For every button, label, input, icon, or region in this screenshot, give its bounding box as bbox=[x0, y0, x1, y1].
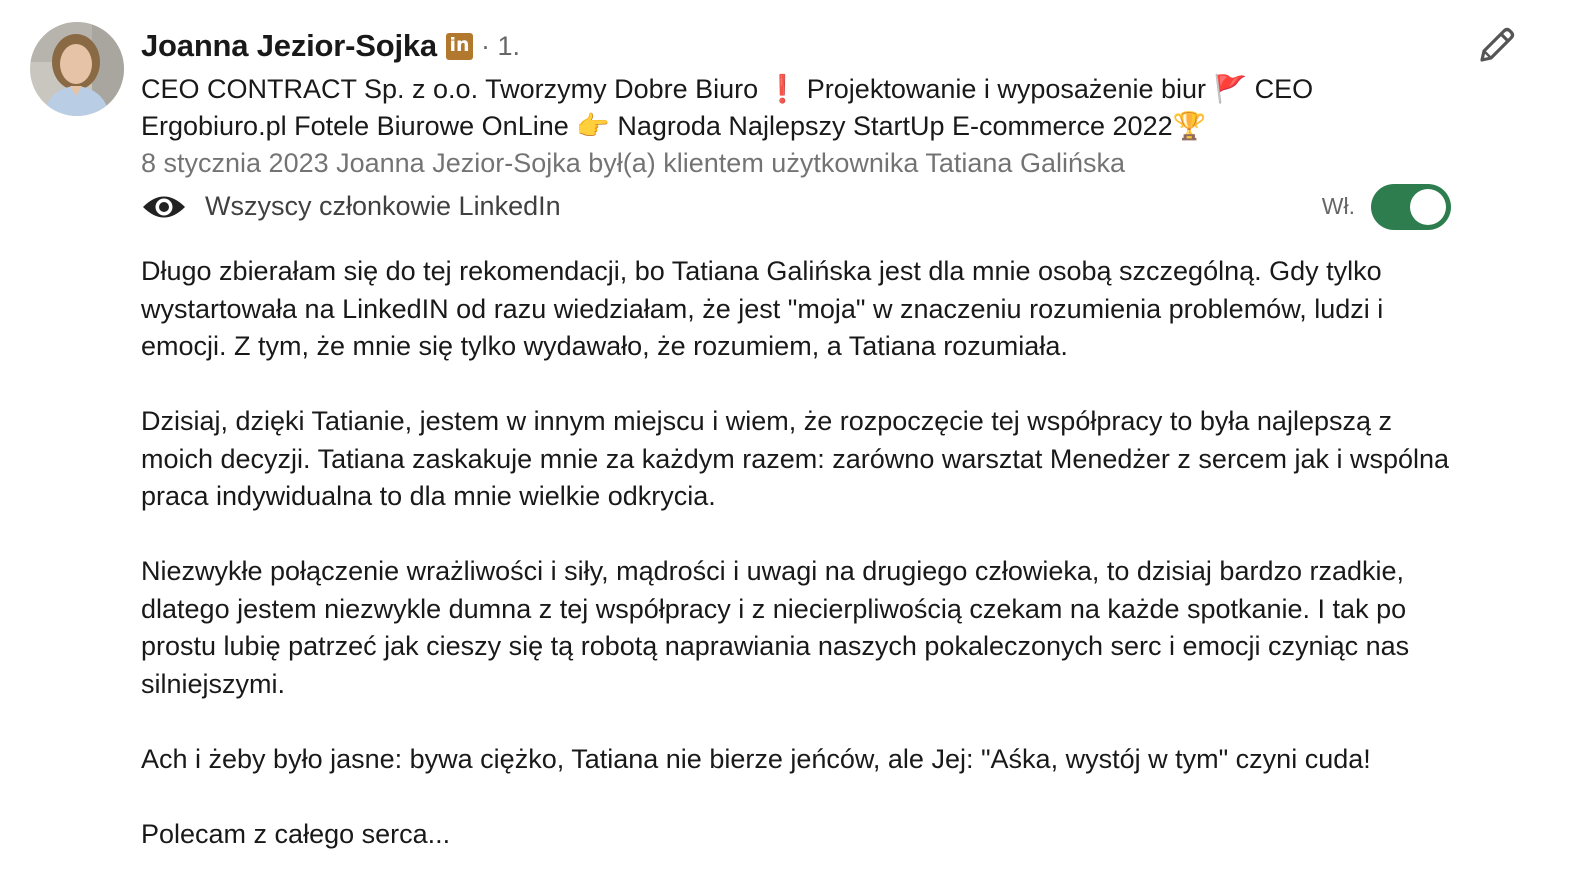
recommender-name[interactable]: Joanna Jezior-Sojka bbox=[141, 28, 437, 63]
edit-pencil-svg bbox=[1474, 22, 1520, 68]
visibility-toggle[interactable] bbox=[1371, 184, 1451, 230]
recommendation-paragraph: Dzisiaj, dzięki Tatianie, jestem w innym miejscu i wiem, że rozpoczęcie tej współpracy to była najlepszą z moich decyzji. Tatiana zaskakuje mnie za każdym razem: zarówno warsztat Menedżer z sercem jak i wspólna praca indywidualna to dla mnie wielkie odkrycia. bbox=[141, 406, 1450, 511]
eye-icon bbox=[141, 192, 187, 222]
pencil-icon[interactable] bbox=[1474, 22, 1520, 68]
visibility-row bbox=[141, 184, 1451, 229]
recommendation-text bbox=[141, 253, 1461, 891]
recommender-headline: CEO CONTRACT Sp. z o.o. Tworzymy Dobre Biuro ❗ Projektowanie i wyposażenie biur 🚩 CEO Ergobiuro.pl Fotele Biurowe OnLine 👉 Nagroda Najlepszy StartUp E-commerce 2022🏆 bbox=[141, 74, 1314, 141]
linkedin-premium-icon bbox=[446, 33, 473, 60]
recommendation-paragraph: Polecam z całego serca... bbox=[141, 818, 451, 849]
recommendation-header bbox=[141, 26, 1470, 182]
recommendation-meta: 8 stycznia 2023 Joanna Jezior-Sojka był(a) klientem użytkownika Tatiana Galińska bbox=[141, 148, 1125, 178]
profile-photo bbox=[30, 22, 124, 116]
recommendation-paragraph: Długo zbierałam się do tej rekomendacji, bo Tatiana Galińska jest dla mnie osobą szczególną. Gdy tylko wystartowała na LinkedIN od razu wiedziałam, że jest "moja" w znaczeniu rozumienia problemów, ludzi i emocji. Z tym, że mnie się tylko wydawało, że rozumiem, a Tatiana rozumiała. bbox=[141, 256, 1384, 361]
badge-text: in bbox=[449, 33, 470, 56]
toggle-knob bbox=[1410, 189, 1446, 225]
recommendation-paragraph: Niezwykłe połączenie wrażliwości i siły, mądrości i uwagi na drugiego człowieka, to dzisiaj bardzo rzadkie, dlatego jestem niezwykle dumna z tej współpracy i z niecierpliwością czekam na każde spotkanie. I tak po prostu lubię patrzeć jak cieszy się tą robotą naprawiania naszych pokaleczonych serc i emocji czyniąc nas silniejszymi. bbox=[141, 556, 1410, 699]
name-row bbox=[141, 26, 1470, 66]
toggle-state-label: Wł. bbox=[1321, 193, 1355, 219]
connection-degree: · 1. bbox=[480, 30, 520, 61]
avatar[interactable] bbox=[30, 22, 124, 116]
recommendation-paragraph: Ach i żeby było jasne: bywa ciężko, Tatiana nie bierze jeńców, ale Jej: "Aśka, wystój w tym" czyni cuda! bbox=[141, 743, 1371, 774]
visibility-label: Wszyscy członkowie LinkedIn bbox=[205, 191, 561, 221]
